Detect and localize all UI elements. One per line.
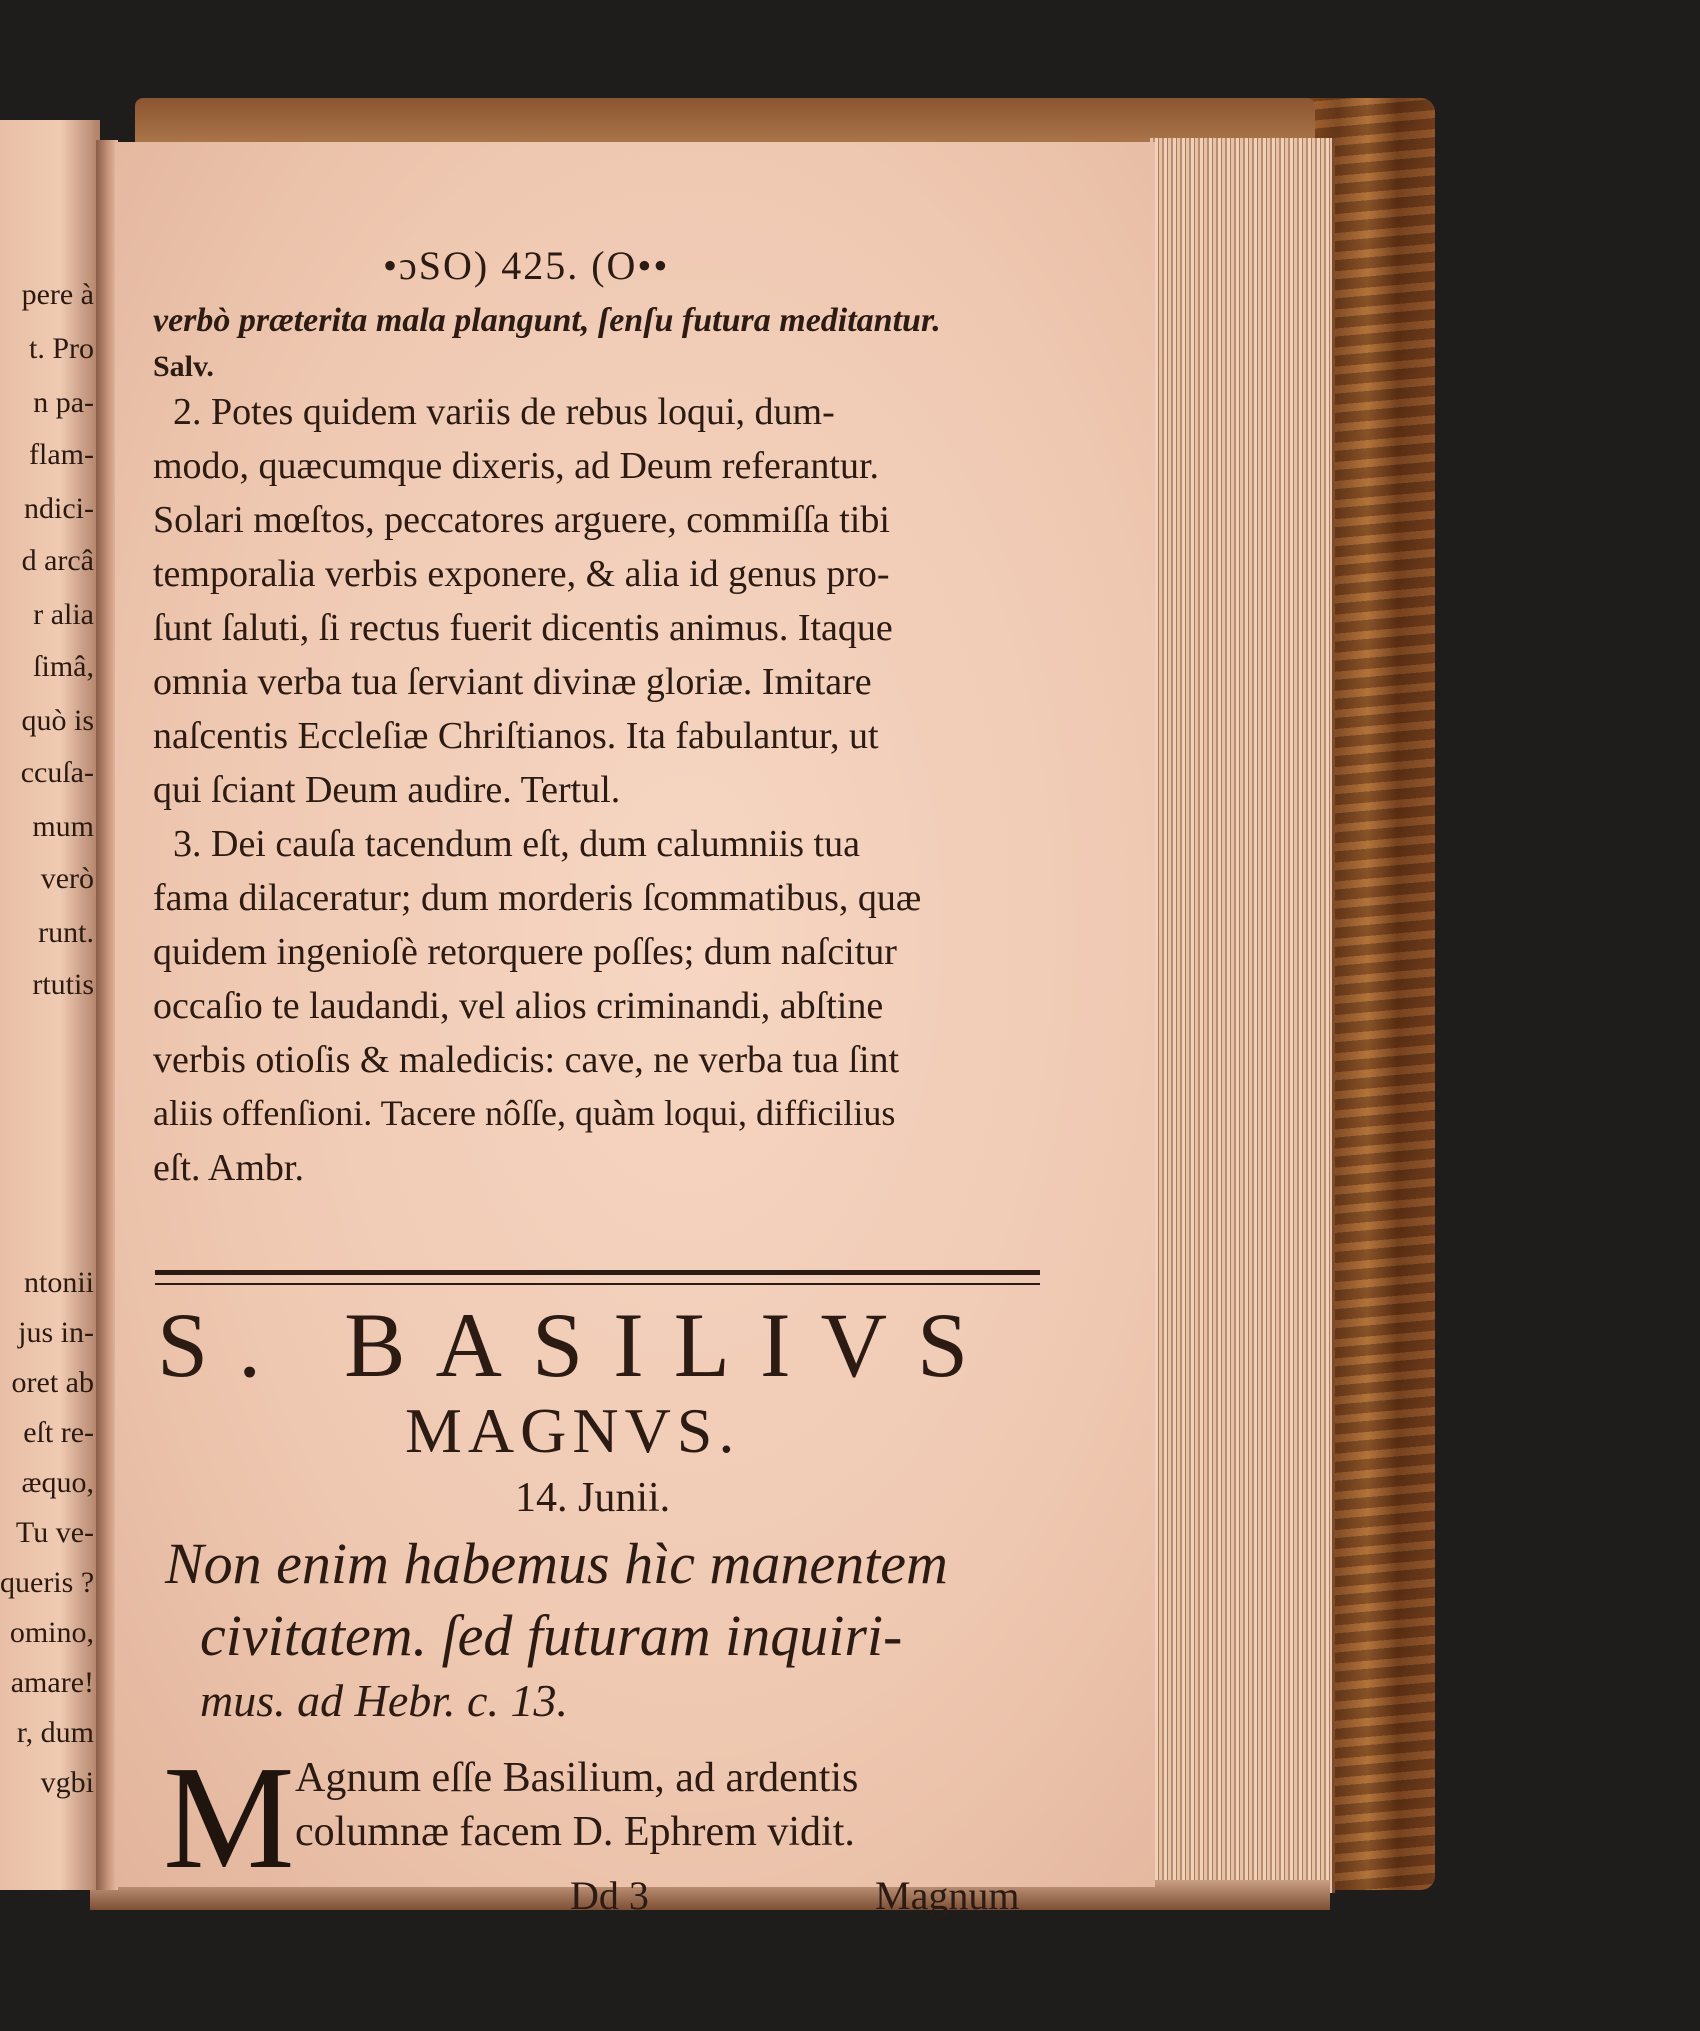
left-fragment: n pa- (33, 386, 94, 419)
left-fragment: runt. (38, 916, 94, 949)
text-line: verbò præterita mala plangunt, ſenſu futura meditantur. (153, 302, 941, 339)
text-line: eſt. Ambr. (153, 1147, 304, 1189)
section-subtitle: MAGNVS. (405, 1395, 741, 1466)
section-divider-rule (155, 1270, 1040, 1285)
left-fragment: r, dum (16, 1716, 94, 1749)
section-title: S. BASILIVS (157, 1294, 999, 1396)
text-line: 2. Potes quidem variis de rebus loqui, dum- (173, 391, 835, 433)
text-line: temporalia verbis exponere, & alia id genus pro- (153, 553, 890, 595)
left-fragment: ſimâ, (33, 650, 94, 683)
left-fragment: verò (40, 862, 94, 895)
left-fragment: t. Pro (28, 332, 94, 365)
left-fragment: pere à (21, 278, 94, 311)
left-fragment: queris ? (0, 1566, 95, 1599)
left-fragment: rtutis (32, 968, 94, 1001)
text-line: aliis offenſioni. Tacere nôſſe, quàm loqui, difficilius (153, 1093, 896, 1133)
text-line: ſunt ſaluti, ſi rectus fuerit dicentis animus. Itaque (153, 607, 893, 649)
book-page (115, 142, 1155, 1918)
text-line: qui ſciant Deum audire. Tertul. (153, 769, 621, 811)
catchword: Magnum (875, 1873, 1020, 1918)
left-fragment: omino, (9, 1616, 94, 1649)
scripture-verse-line: Non enim habemus hìc manentem (165, 1531, 948, 1596)
previous-page-fragment (0, 120, 100, 1890)
left-fragment: vgbi (40, 1766, 94, 1799)
scripture-verse-line: mus. ad Hebr. c. 13. (200, 1675, 568, 1726)
left-fragment: ndici- (24, 492, 94, 525)
text-line: modo, quæcumque dixeris, ad Deum referantur. (153, 445, 880, 487)
left-fragment: d arcâ (21, 544, 94, 577)
drop-capital: M (163, 1736, 295, 1900)
left-fragment: amare! (10, 1666, 94, 1699)
left-fragment: flam- (29, 438, 94, 471)
running-header: •ɔSO) 425. (O•• (383, 243, 670, 288)
left-fragment: oret ab (11, 1366, 94, 1399)
text-line: fama dilaceratur; dum morderis ſcommatibus, quæ (153, 877, 922, 919)
left-fragment: æquo, (21, 1466, 94, 1499)
left-fragment: ccuſa- (20, 756, 94, 789)
left-fragment: Tu ve- (15, 1516, 94, 1549)
scripture-verse-line: civitatem. ſed futuram inquiri- (200, 1603, 903, 1668)
text-line: quidem ingenioſè retorquere poſſes; dum naſcitur (153, 931, 897, 973)
left-fragment: mum (32, 810, 94, 843)
left-fragment: eſt re- (23, 1416, 94, 1449)
left-fragment: quò is (21, 704, 94, 737)
page-edges (1150, 138, 1335, 1893)
text-line: verbis otioſis & maledicis: cave, ne verba tua ſint (153, 1039, 900, 1081)
text-line: occaſio te laudandi, vel alios criminandi, abſtine (153, 985, 884, 1027)
text-line: Salv. (153, 350, 214, 383)
text-line: 3. Dei cauſa tacendum eſt, dum calumniis tua (173, 823, 860, 865)
left-fragment: jus in- (18, 1316, 94, 1349)
text-line: naſcentis Eccleſiæ Chriſtianos. Ita fabulantur, ut (153, 715, 879, 757)
text-line: Solari mœſtos, peccatores arguere, commiſſa tibi (153, 499, 890, 541)
text-line: omnia verba tua ſerviant divinæ gloriæ. Imitare (153, 661, 872, 703)
signature-mark: Dd 3 (570, 1873, 649, 1918)
left-fragment: ntonii (23, 1266, 94, 1299)
text-line: columnæ facem D. Ephrem vidit. (295, 1809, 855, 1855)
feast-date: 14. Junii. (515, 1475, 671, 1521)
text-line: Agnum eſſe Basilium, ad ardentis (295, 1755, 859, 1801)
left-fragment: r alia (33, 598, 94, 631)
